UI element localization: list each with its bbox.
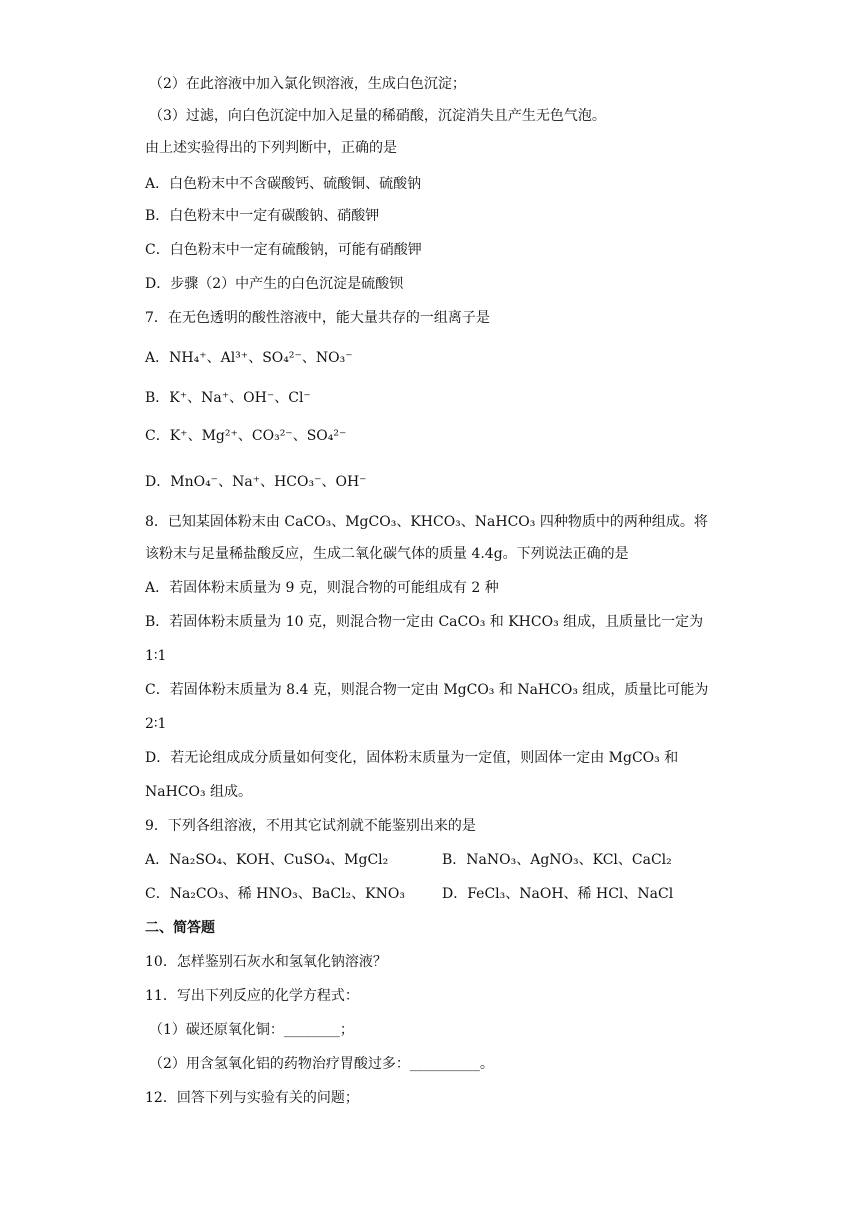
q12-prompt: 12．回答下列与实验有关的问题； bbox=[145, 1090, 359, 1106]
separator: 、 bbox=[206, 350, 221, 366]
ion-formula: HCO₃⁻ bbox=[274, 474, 322, 490]
ion-formula: OH⁻ bbox=[243, 390, 275, 406]
step-2-text: （2）在此溶液中加入氯化钡溶液，生成白色沉淀； bbox=[149, 76, 466, 92]
q8-option-d-line2: NaHCO₃ 组成。 bbox=[145, 784, 253, 800]
q11-prompt: 11．写出下列反应的化学方程式： bbox=[145, 988, 359, 1004]
ion-formula: Al³⁺ bbox=[220, 350, 249, 366]
ion-formula: CO₃²⁻ bbox=[251, 428, 293, 444]
separator: 、 bbox=[218, 474, 233, 490]
option-label: C． bbox=[145, 428, 170, 444]
separator: 、 bbox=[229, 390, 244, 406]
separator: 、 bbox=[237, 428, 252, 444]
q10-prompt: 10．怎样鉴别石灰水和氢氧化钠溶液？ bbox=[145, 954, 387, 970]
q7-option-c bbox=[145, 426, 346, 446]
q8-option-c-line1: C．若固体粉末质量为 8.4 克，则混合物一定由 MgCO₃ 和 NaHCO₃ 组成，质量比可能为 bbox=[145, 682, 709, 698]
option-label: D． bbox=[145, 474, 171, 490]
q11-part-2: （2）用含氢氧化铝的药物治疗胃酸过多：__________。 bbox=[149, 1056, 494, 1072]
separator: 、 bbox=[274, 390, 289, 406]
q6-option-a: A．白色粉末中不含碳酸钙、硫酸铜、硫酸钠 bbox=[145, 176, 422, 192]
q9-prompt: 9．下列各组溶液，不用其它试剂就不能鉴别出来的是 bbox=[145, 818, 476, 834]
separator: 、 bbox=[292, 428, 307, 444]
ion-formula: K⁺ bbox=[169, 390, 188, 406]
ion-list bbox=[169, 390, 311, 406]
ion-list bbox=[170, 428, 347, 444]
q6-option-c: C．白色粉末中一定有硫酸钠，可能有硝酸钾 bbox=[145, 242, 422, 258]
ion-formula: Mg²⁺ bbox=[201, 428, 238, 444]
ion-formula: K⁺ bbox=[169, 428, 188, 444]
section-heading: 二、简答题 bbox=[145, 920, 215, 936]
separator: 、 bbox=[187, 390, 202, 406]
separator: 、 bbox=[301, 350, 316, 366]
q9-option-d: D．FeCl₃、NaOH、稀 HCl、NaCl bbox=[442, 886, 674, 902]
q9-option-b: B．NaNO₃、AgNO₃、KCl、CaCl₂ bbox=[442, 852, 672, 868]
separator: 、 bbox=[248, 350, 263, 366]
q7-option-a bbox=[145, 348, 353, 368]
q8-option-d-line1: D．若无论组成成分质量如何变化，固体粉末质量为一定值，则固体一定由 MgCO₃ 和 bbox=[145, 750, 679, 766]
q9-option-c: C．Na₂CO₃、稀 HNO₃、BaCl₂、KNO₃ bbox=[145, 886, 405, 902]
ion-formula: Na⁺ bbox=[232, 474, 261, 490]
q6-option-d: D．步骤（2）中产生的白色沉淀是硫酸钡 bbox=[145, 276, 404, 292]
q8-prompt-line1: 8．已知某固体粉末由 CaCO₃、MgCO₃、KHCO₃、NaHCO₃ 四种物质中的两种组成。将 bbox=[145, 514, 708, 530]
step-3-text: （3）过滤，向白色沉淀中加入足量的稀硝酸，沉淀消失且产生无色气泡。 bbox=[149, 108, 606, 124]
ion-formula: SO₄²⁻ bbox=[262, 350, 302, 366]
q6-option-b: B．白色粉末中一定有碳酸钠、硝酸钾 bbox=[145, 208, 380, 224]
q9-option-a: A．Na₂SO₄、KOH、CuSO₄、MgCl₂ bbox=[145, 852, 389, 868]
option-label: B． bbox=[145, 390, 170, 406]
ion-formula: NH₄⁺ bbox=[169, 350, 207, 366]
ion-formula: Na⁺ bbox=[201, 390, 230, 406]
q6-prompt: 由上述实验得出的下列判断中，正确的是 bbox=[145, 140, 397, 156]
ion-list bbox=[170, 474, 366, 490]
q7-prompt: 7．在无色透明的酸性溶液中，能大量共存的一组离子是 bbox=[145, 310, 490, 326]
separator: 、 bbox=[260, 474, 275, 490]
separator: 、 bbox=[321, 474, 336, 490]
ion-formula: OH⁻ bbox=[335, 474, 367, 490]
ion-list bbox=[169, 350, 352, 366]
q8-prompt-line2: 该粉末与足量稀盐酸反应，生成二氧化碳气体的质量 4.4g。下列说法正确的是 bbox=[145, 546, 629, 562]
separator: 、 bbox=[187, 428, 202, 444]
q8-option-b-line2: 1∶1 bbox=[145, 648, 167, 664]
ion-formula: SO₄²⁻ bbox=[306, 428, 347, 444]
q8-option-c-line2: 2∶1 bbox=[145, 716, 167, 732]
q8-option-b-line1: B．若固体粉末质量为 10 克，则混合物一定由 CaCO₃ 和 KHCO₃ 组成，且质量比一定为 bbox=[145, 614, 704, 630]
q7-option-b bbox=[145, 388, 311, 408]
option-label: A． bbox=[145, 350, 170, 366]
q8-option-a: A．若固体粉末质量为 9 克，则混合物的可能组成有 2 种 bbox=[145, 580, 499, 596]
q11-part-1: （1）碳还原氧化铜：________； bbox=[149, 1022, 354, 1038]
ion-formula: Cl⁻ bbox=[288, 390, 311, 406]
ion-formula: MnO₄⁻ bbox=[170, 474, 219, 490]
q7-option-d bbox=[145, 472, 367, 492]
ion-formula: NO₃⁻ bbox=[315, 350, 353, 366]
